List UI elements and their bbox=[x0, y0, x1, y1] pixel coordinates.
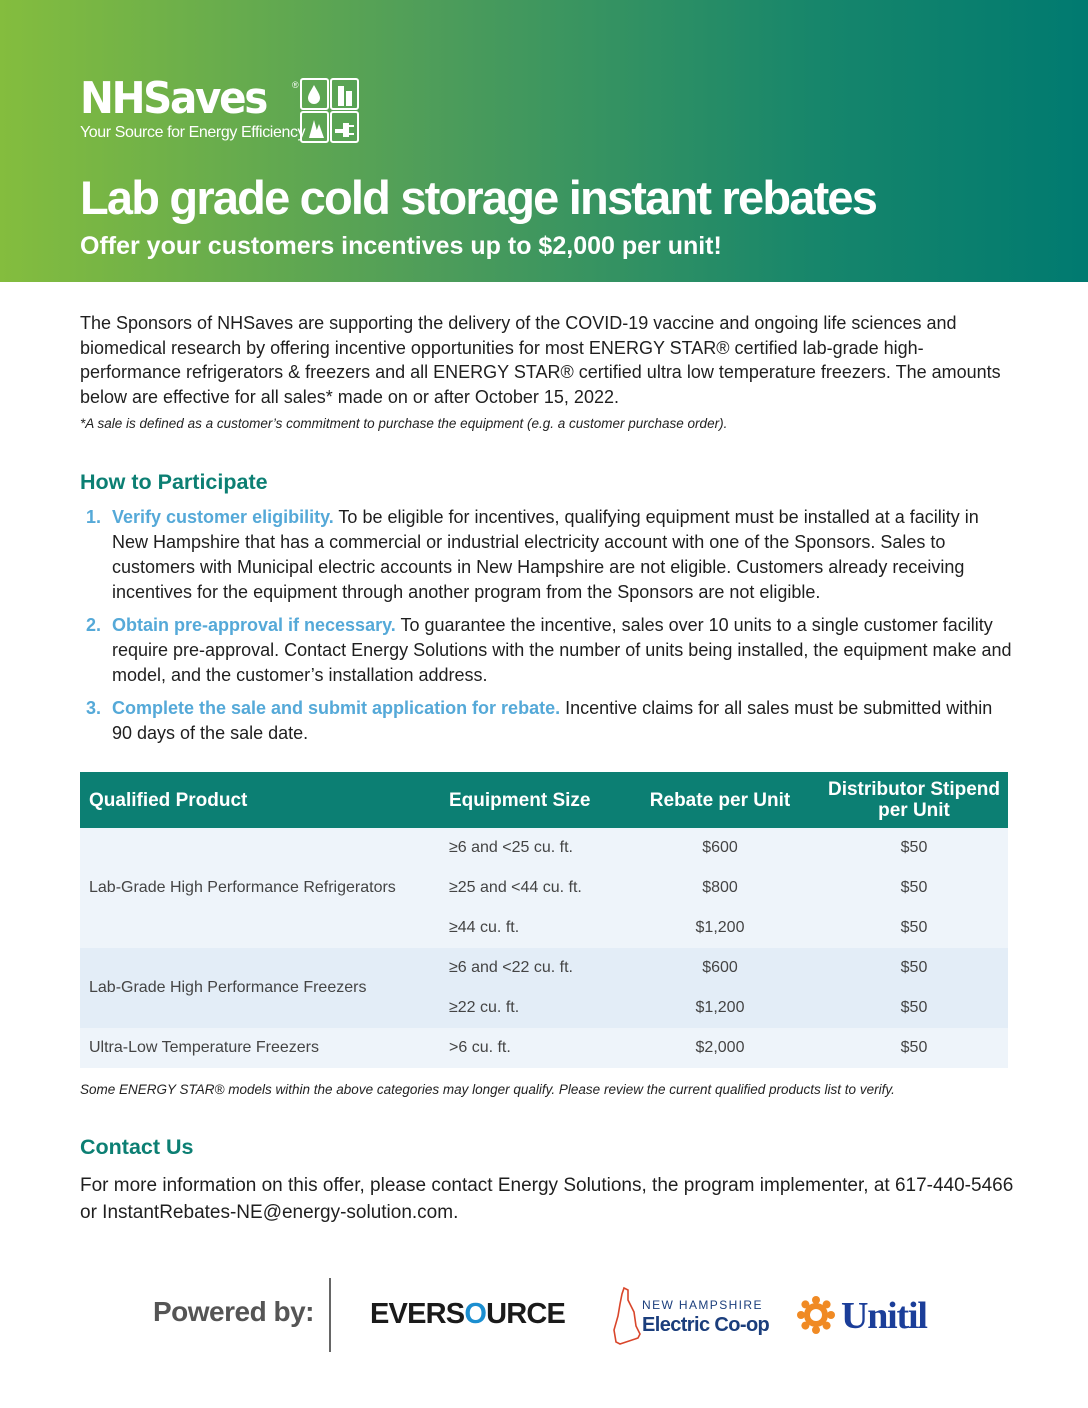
step-pre-approval bbox=[86, 613, 1016, 688]
column-header: Rebate per Unit bbox=[620, 772, 820, 828]
contact-us-heading: Contact Us bbox=[80, 1135, 194, 1159]
unitil-wordmark: Unitil bbox=[841, 1295, 927, 1337]
size-cell: ≥44 cu. ft. bbox=[440, 908, 620, 948]
header-banner bbox=[0, 0, 1088, 282]
coop-name-line: NEW HAMPSHIRE bbox=[642, 1298, 763, 1312]
step-verify-eligibility bbox=[86, 505, 1016, 605]
energy-icons-grid-icon bbox=[300, 78, 360, 144]
logo-registered-mark: ® bbox=[292, 80, 299, 90]
intro-paragraph: The Sponsors of NHSaves are supporting the delivery of the COVID-19 vaccine and ongoing life sciences and biomedical research by offering incentive opportunities for most ENERGY STAR® certified lab-grade high-performance refrigerators & freezers and all ENERGY STAR® certified ultra low temperature freezers. The amounts below are effective for all sales* made on or after October 15, 2022. bbox=[80, 313, 1001, 407]
size-cell: ≥22 cu. ft. bbox=[440, 988, 620, 1028]
logo-wordmark: NHSaves bbox=[80, 73, 267, 124]
powered-by-label: Powered by: bbox=[153, 1296, 314, 1327]
table-row bbox=[80, 1028, 1008, 1068]
step-number: 1. bbox=[86, 507, 102, 527]
column-header: Qualified Product bbox=[80, 772, 440, 828]
unitil-logo bbox=[797, 1295, 927, 1337]
size-cell: ≥6 and <25 cu. ft. bbox=[440, 828, 620, 868]
step-lead: Verify customer eligibility. bbox=[112, 507, 334, 527]
how-to-participate-heading: How to Participate bbox=[80, 470, 268, 494]
stipend-cell: $50 bbox=[820, 828, 1008, 868]
footer-divider bbox=[329, 1278, 331, 1352]
step-lead: Complete the sale and submit application for rebate. bbox=[112, 698, 561, 718]
page-title: Lab grade cold storage instant rebates bbox=[80, 171, 877, 224]
stipend-cell: $50 bbox=[820, 988, 1008, 1028]
participation-steps bbox=[86, 505, 1016, 754]
product-cell: Ultra-Low Temperature Freezers bbox=[80, 1028, 440, 1068]
table-row bbox=[80, 948, 1008, 988]
column-header: Equipment Size bbox=[440, 772, 620, 828]
step-text: Incentive claims for all sales must be submitted within 90 days of the sale date. bbox=[112, 698, 993, 743]
size-cell: ≥25 and <44 cu. ft. bbox=[440, 868, 620, 908]
eversource-o-mark: O bbox=[464, 1298, 487, 1330]
stipend-cell: $50 bbox=[820, 908, 1008, 948]
table-footnote: Some ENERGY STAR® models within the above categories may longer qualify. Please review the current qualified products list to verify. bbox=[80, 1082, 895, 1097]
rebate-table bbox=[80, 772, 1008, 1068]
stipend-cell: $50 bbox=[820, 948, 1008, 988]
step-text: To be eligible for incentives, qualifying equipment must be installed at a facility in New Hampshire that has a commercial or industrial electricity account with one of the Sponsors. Sales to customers with Municipal electric accounts in New Hampshire are not eligible. Customers already receiving incentives for the equipment through another program from the Sponsors are not eligible. bbox=[112, 507, 979, 602]
nhsaves-logo bbox=[80, 73, 306, 142]
logo-tagline: Your Source for Energy Efficiency bbox=[80, 124, 306, 141]
size-cell: >6 cu. ft. bbox=[440, 1028, 620, 1068]
column-header: Distributor Stipend per Unit bbox=[820, 772, 1008, 828]
eversource-text-start: EVERS bbox=[370, 1298, 465, 1330]
table-row bbox=[80, 828, 1008, 868]
contact-text: For more information on this offer, please contact Energy Solutions, the program implementer, at 617-440-5466 or InstantRebates-NE@energy-solution.com. bbox=[80, 1175, 1014, 1223]
page-subtitle: Offer your customers incentives up to $2,000 per unit! bbox=[80, 232, 722, 260]
step-number: 2. bbox=[86, 615, 102, 635]
rebate-cell: $1,200 bbox=[620, 908, 820, 948]
stipend-cell: $50 bbox=[820, 868, 1008, 908]
size-cell: ≥6 and <22 cu. ft. bbox=[440, 948, 620, 988]
nh-electric-coop-logo bbox=[608, 1286, 768, 1346]
rebate-cell: $1,200 bbox=[620, 988, 820, 1028]
stipend-cell: $50 bbox=[820, 1028, 1008, 1068]
table-header-row bbox=[80, 772, 1008, 828]
product-cell: Lab-Grade High Performance Freezers bbox=[80, 948, 440, 1028]
rebate-cell: $600 bbox=[620, 948, 820, 988]
sale-definition-footnote: *A sale is defined as a customer’s commitment to purchase the equipment (e.g. a customer purchase order). bbox=[80, 416, 728, 431]
coop-electric-line: Electric Co-op bbox=[642, 1314, 770, 1336]
rebate-cell: $800 bbox=[620, 868, 820, 908]
step-number: 3. bbox=[86, 698, 102, 718]
unitil-sun-icon bbox=[797, 1296, 835, 1334]
rebate-cell: $2,000 bbox=[620, 1028, 820, 1068]
step-lead: Obtain pre-approval if necessary. bbox=[112, 615, 396, 635]
step-submit-application bbox=[86, 696, 1016, 746]
eversource-logo bbox=[370, 1298, 565, 1331]
rebate-cell: $600 bbox=[620, 828, 820, 868]
new-hampshire-state-outline-icon bbox=[608, 1286, 642, 1346]
product-cell: Lab-Grade High Performance Refrigerators bbox=[80, 828, 440, 948]
eversource-text-end: URCE bbox=[486, 1298, 566, 1330]
step-text: To guarantee the incentive, sales over 10 units to a single customer facility require pre-approval. Contact Energy Solutions with the number of units being installed, the equipment make and model, and the customer’s installation address. bbox=[112, 615, 1012, 685]
